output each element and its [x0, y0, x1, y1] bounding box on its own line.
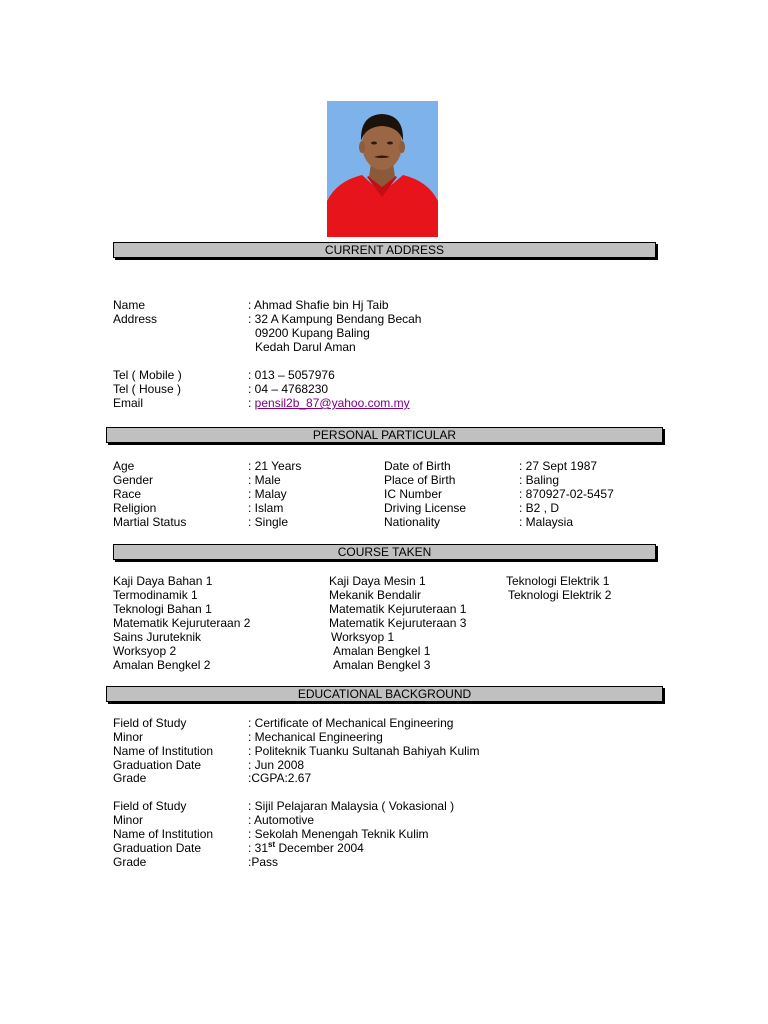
course-item: Kaji Daya Bahan 1: [113, 574, 213, 588]
course-item: Worksyop 1: [331, 630, 395, 644]
dob-label: Date of Birth: [384, 459, 451, 473]
address-line-2: 09200 Kupang Baling: [255, 326, 370, 340]
course-item: Mekanik Bendalir: [329, 588, 422, 602]
grade-label: Grade: [113, 855, 147, 869]
address-line-3: Kedah Darul Aman: [255, 340, 356, 354]
person-photo-illustration: [327, 101, 438, 237]
graduation-date-value: [248, 841, 364, 855]
course-item: Amalan Bengkel 2: [113, 658, 211, 672]
nationality-value: : Malaysia: [519, 515, 574, 529]
house-phone-value: : 04 – 4768230: [248, 382, 329, 396]
ic-number-label: IC Number: [384, 487, 443, 501]
institution-label: Name of Institution: [113, 827, 214, 841]
course-item: Amalan Bengkel 3: [333, 658, 431, 672]
field-of-study-label: Field of Study: [113, 716, 187, 730]
name-value: : Ahmad Shafie bin Hj Taib: [248, 298, 389, 312]
grade-value: :Pass: [248, 855, 279, 869]
grade-value: :CGPA:2.67: [248, 771, 312, 785]
course-item: Matematik Kejuruteraan 1: [329, 602, 467, 616]
institution-value: : Politeknik Tuanku Sultanah Bahiyah Kulim: [248, 744, 480, 758]
race-value: : Malay: [248, 487, 287, 501]
course-item: Kaji Daya Mesin 1: [329, 574, 426, 588]
course-item: Sains Juruteknik: [113, 630, 202, 644]
mobile-value: : 013 – 5057976: [248, 368, 335, 382]
graduation-date-day: : 31: [248, 841, 269, 855]
minor-value: : Mechanical Engineering: [248, 730, 383, 744]
driving-license-value: : B2 , D: [519, 501, 560, 515]
course-item: Matematik Kejuruteraan 2: [113, 616, 251, 630]
marital-status-label: Martial Status: [113, 515, 187, 529]
graduation-date-label: Graduation Date: [113, 758, 202, 772]
course-item: Teknologi Elektrik 1: [506, 574, 610, 588]
course-item: Amalan Bengkel 1: [333, 644, 431, 658]
gender-value: : Male: [248, 473, 281, 487]
age-label: Age: [113, 459, 135, 473]
section-header-personal-particular: PERSONAL PARTICULAR: [106, 427, 663, 443]
graduation-date-label: Graduation Date: [113, 841, 202, 855]
address-line-1: : 32 A Kampung Bendang Becah: [248, 312, 422, 326]
name-label: Name: [113, 298, 146, 312]
email-link[interactable]: pensil2b_87@yahoo.com.my: [254, 396, 410, 410]
religion-label: Religion: [113, 501, 157, 515]
institution-value: : Sekolah Menengah Teknik Kulim: [248, 827, 429, 841]
ic-number-value: : 870927-02-5457: [519, 487, 614, 501]
religion-value: : Islam: [248, 501, 284, 515]
marital-status-value: : Single: [248, 515, 289, 529]
mobile-label: Tel ( Mobile ): [113, 368, 182, 382]
age-value: : 21 Years: [248, 459, 302, 473]
email-row: [248, 396, 410, 410]
section-header-educational-background: EDUCATIONAL BACKGROUND: [106, 686, 663, 702]
course-item: Matematik Kejuruteraan 3: [329, 616, 467, 630]
driving-license-label: Driving License: [384, 501, 467, 515]
race-label: Race: [113, 487, 142, 501]
dob-value: : 27 Sept 1987: [519, 459, 598, 473]
place-of-birth-value: : Baling: [519, 473, 560, 487]
section-header-course-taken: COURSE TAKEN: [113, 544, 656, 560]
minor-value: : Automotive: [248, 813, 315, 827]
course-item: Teknologi Elektrik 2: [508, 588, 612, 602]
course-item: Worksyop 2: [113, 644, 177, 658]
gender-label: Gender: [113, 473, 154, 487]
institution-label: Name of Institution: [113, 744, 214, 758]
email-prefix: :: [248, 396, 255, 410]
field-of-study-value: : Sijil Pelajaran Malaysia ( Vokasional ): [248, 799, 455, 813]
field-of-study-value: : Certificate of Mechanical Engineering: [248, 716, 454, 730]
address-label: Address: [113, 312, 158, 326]
profile-photo: [327, 101, 438, 237]
minor-label: Minor: [113, 813, 144, 827]
course-item: Termodinamik 1: [113, 588, 198, 602]
house-phone-label: Tel ( House ): [113, 382, 182, 396]
email-label: Email: [113, 396, 144, 410]
graduation-date-ordinal: st: [268, 840, 276, 849]
section-header-current-address: CURRENT ADDRESS: [113, 242, 656, 258]
graduation-date-month-year: December 2004: [275, 841, 364, 855]
minor-label: Minor: [113, 730, 144, 744]
grade-label: Grade: [113, 771, 147, 785]
field-of-study-label: Field of Study: [113, 799, 187, 813]
graduation-date-value: : Jun 2008: [248, 758, 305, 772]
course-item: Teknologi Bahan 1: [113, 602, 212, 616]
nationality-label: Nationality: [384, 515, 441, 529]
place-of-birth-label: Place of Birth: [384, 473, 456, 487]
